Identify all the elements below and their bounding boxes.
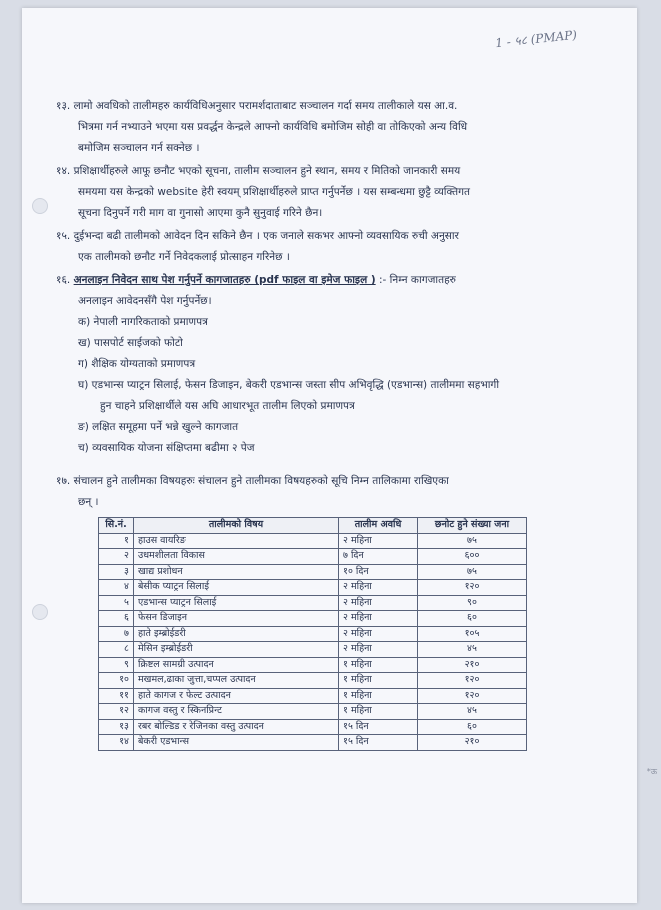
cell-subject: बेकरी एडभान्स: [134, 735, 339, 751]
cell-duration: २ महिना: [339, 580, 418, 596]
cell-subject: एडभान्स प्याट्रन सिलाई: [134, 595, 339, 611]
paragraph-13: [56, 96, 556, 159]
table-row: [99, 673, 527, 689]
p13-line2: भित्रमा गर्न नभ्याउने भएमा यस प्रवर्द्धन केन्द्रले आफ्नो कार्यविधि बमोजिम सोही वा तोकिएको अन्य विधि: [78, 121, 468, 133]
p13-line3: बमोजिम सञ्चालन गर्न सक्नेछ ।: [78, 142, 200, 154]
p16-line1: [56, 270, 556, 291]
doc-item-kha: ख) पासपोर्ट साईजको फोटो: [78, 337, 183, 349]
table-row: [99, 688, 527, 704]
doc-item-cha: च) व्यवसायिक योजना संक्षिप्तमा बढीमा २ पेज: [78, 442, 255, 454]
doc-item-gha-line2: हुन चाहने प्रशिक्षार्थीले यस अघि आधारभूत तालीम लिएको प्रमाणपत्र: [100, 400, 355, 412]
p16-number: १६.: [56, 274, 71, 286]
cell-duration: १५ दिन: [339, 719, 418, 735]
cell-count: ४५: [418, 642, 527, 658]
table-row: [99, 549, 527, 565]
cell-subject: उधमशीलता विकास: [134, 549, 339, 565]
table-header-row: [99, 518, 527, 534]
document-body: [56, 96, 556, 751]
p16-heading: अनलाइन निवेदन साथ पेश गर्नुपर्ने कागजातहरु (pdf फाइल वा इमेज फाइल ): [73, 274, 376, 286]
table-row: [99, 704, 527, 720]
table-row: [99, 626, 527, 642]
training-table: [98, 517, 527, 751]
doc-item-ka: क) नेपाली नागरिकताको प्रमाणपत्र: [78, 316, 208, 328]
cell-duration: २ महिना: [339, 533, 418, 549]
cell-count: २१०: [418, 735, 527, 751]
cell-duration: १० दिन: [339, 564, 418, 580]
p16-line2: अनलाइन आवेदनसँगै पेश गर्नुपर्नेछ।: [78, 295, 212, 307]
p14-line2: समयमा यस केन्द्रको website हेरी स्वयम् प्रशिक्षार्थीहरुले प्राप्त गर्नुपर्नेछ । यस सम्बन्धमा छुट्टै व्यक्तिगत: [78, 186, 470, 198]
table-row: [99, 533, 527, 549]
margin-mark: *ऊ: [646, 767, 657, 776]
cell-count: १२०: [418, 688, 527, 704]
paragraph-16: [56, 270, 556, 459]
doc-item-ga: ग) शैक्षिक योग्यताको प्रमाणपत्र: [78, 358, 196, 370]
cell-sn: ७: [99, 626, 134, 642]
cell-count: ६०: [418, 611, 527, 627]
cell-count: १०५: [418, 626, 527, 642]
p14-line3: सूचना दिनुपर्ने गरी माग वा गुनासो आएमा कुनै सुनुवाई गरिने छैन।: [78, 207, 323, 219]
doc-item-gha-line1: घ) एडभान्स प्याट्रन सिलाई, फेसन डिजाइन, बेकरी एडभान्स जस्ता सीप अभिवृद्धि (एडभान्स) तालीममा सहभागी: [78, 379, 500, 391]
p15-line2: एक तालीमको छनौट गर्ने निवेदकलाई प्रोत्साहन गरिनेछ ।: [78, 251, 290, 263]
cell-duration: २ महिना: [339, 595, 418, 611]
table-row: [99, 735, 527, 751]
paragraph-17: [56, 471, 556, 513]
cell-sn: ४: [99, 580, 134, 596]
cell-subject: खाद्य प्रशोधन: [134, 564, 339, 580]
punch-hole-top: [32, 198, 48, 214]
cell-count: ७५: [418, 564, 527, 580]
paragraph-14: [56, 161, 556, 224]
cell-sn: १२: [99, 704, 134, 720]
cell-subject: बेसीक प्याट्रन सिलाई: [134, 580, 339, 596]
cell-count: १२०: [418, 673, 527, 689]
cell-count: ४५: [418, 704, 527, 720]
p16-rest: :- निम्न कागजातहरु: [375, 274, 456, 286]
p14-line1: १४. प्रशिक्षार्थीहरुले आफू छनौट भएको सूचना, तालीम सञ्चालन हुने स्थान, समय र मितिको जानकारी समय: [56, 165, 461, 177]
col-header-count: छनोट हुने संख्या जना: [418, 518, 527, 534]
cell-sn: १४: [99, 735, 134, 751]
cell-duration: १ महिना: [339, 673, 418, 689]
cell-duration: २ महिना: [339, 611, 418, 627]
cell-count: ६०: [418, 719, 527, 735]
cell-subject: मेसिन इम्ब्रोईडरी: [134, 642, 339, 658]
col-header-sn: सि.नं.: [99, 518, 134, 534]
cell-sn: २: [99, 549, 134, 565]
cell-count: ६००: [418, 549, 527, 565]
table-row: [99, 580, 527, 596]
paragraph-15: [56, 226, 556, 268]
cell-duration: २ महिना: [339, 642, 418, 658]
doc-item-nga: ङ) लक्षित समूहमा पर्ने भन्ने खुल्ने कागजात: [78, 421, 239, 433]
cell-sn: ३: [99, 564, 134, 580]
cell-sn: ६: [99, 611, 134, 627]
cell-count: ७५: [418, 533, 527, 549]
cell-duration: २ महिना: [339, 626, 418, 642]
table-row: [99, 564, 527, 580]
cell-sn: ५: [99, 595, 134, 611]
cell-subject: हाउस वायरिङ: [134, 533, 339, 549]
cell-duration: १ महिना: [339, 688, 418, 704]
cell-sn: १०: [99, 673, 134, 689]
cell-duration: १ महिना: [339, 704, 418, 720]
p15-line1: १५. दुईभन्दा बढी तालीमको आवेदन दिन सकिने छैन । एक जनाले सकभर आफ्नो व्यवसायिक रुची अनुसार: [56, 230, 459, 242]
cell-sn: ८: [99, 642, 134, 658]
cell-sn: ९: [99, 657, 134, 673]
p17-line2: छन् ।: [78, 496, 99, 508]
table-row: [99, 611, 527, 627]
cell-sn: १: [99, 533, 134, 549]
col-header-subject: तालीमको विषय: [134, 518, 339, 534]
cell-duration: १ महिना: [339, 657, 418, 673]
cell-sn: ११: [99, 688, 134, 704]
cell-subject: कागज वस्तु र स्किनप्रिन्ट: [134, 704, 339, 720]
col-header-duration: तालीम अवधि: [339, 518, 418, 534]
cell-subject: हाते इम्ब्रोईडरी: [134, 626, 339, 642]
cell-count: २१०: [418, 657, 527, 673]
handwritten-note: 1 - ५८ (PMAP): [494, 27, 578, 51]
p17-line1: १७. संचालन हुने तालीमका विषयहरुः संचालन हुने तालीमका विषयहरुको सूचि निम्न तालिकामा राखिएका: [56, 475, 449, 487]
cell-subject: रबर बोल्डिड र रेजिनका वस्तु उत्पादन: [134, 719, 339, 735]
punch-hole-bottom: [32, 604, 48, 620]
cell-sn: १३: [99, 719, 134, 735]
cell-count: १२०: [418, 580, 527, 596]
cell-duration: ७ दिन: [339, 549, 418, 565]
cell-subject: क्रिष्टल सामग्री उत्पादन: [134, 657, 339, 673]
cell-subject: मखमल,ढाका जुत्ता,चप्पल उत्पादन: [134, 673, 339, 689]
cell-subject: फेसन डिजाइन: [134, 611, 339, 627]
table-row: [99, 657, 527, 673]
cell-count: ९०: [418, 595, 527, 611]
p13-line1: १३. लामो अवधिको तालीमहरु कार्यविधिअनुसार परामर्शदाताबाट सञ्चालन गर्दा समय तालीकाले यस आ.व.: [56, 100, 458, 112]
table-row: [99, 595, 527, 611]
cell-duration: १५ दिन: [339, 735, 418, 751]
table-row: [99, 719, 527, 735]
table-row: [99, 642, 527, 658]
cell-subject: हाते कागज र फेल्ट उत्पादन: [134, 688, 339, 704]
